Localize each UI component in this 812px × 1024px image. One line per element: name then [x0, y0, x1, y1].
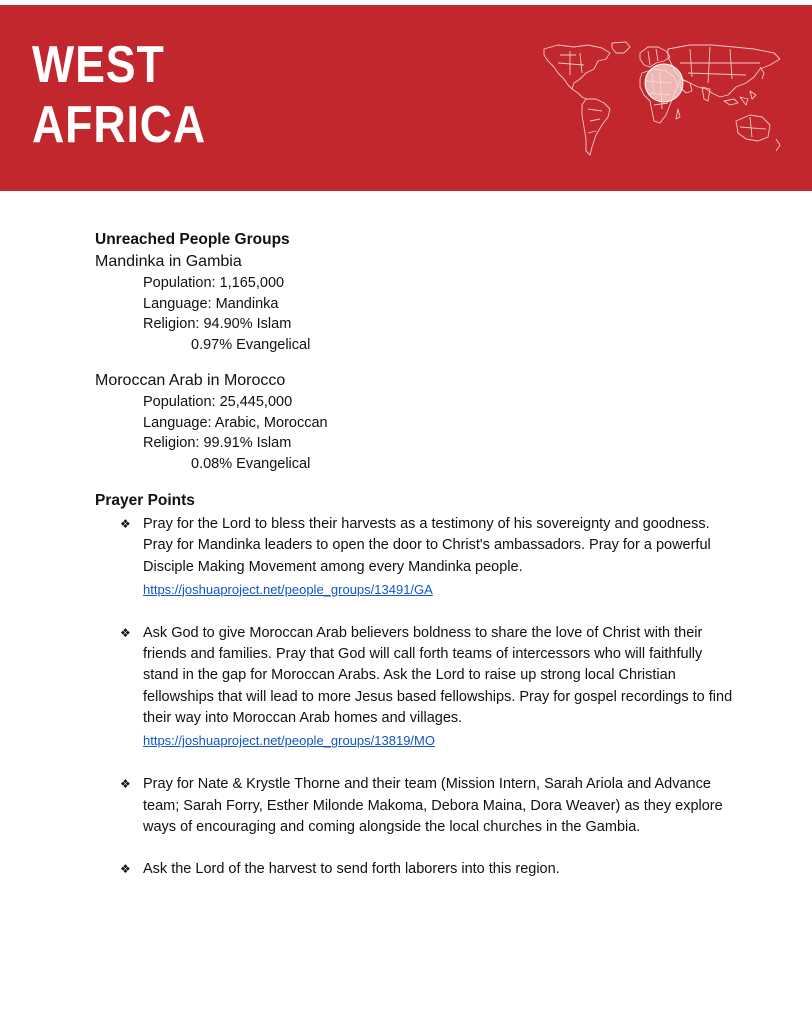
joshua-project-link[interactable]: https://joshuaproject.net/people_groups/13491/GA: [143, 581, 433, 597]
prayer-item: [95, 859, 735, 880]
group-religion: Religion: 94.90% Islam: [143, 316, 292, 332]
prayer-text: Ask God to give Moroccan Arab believers boldness to share the love of Christ with their friends and families. Pray that God will call forth teams of intercessors who will faithfully stand in the gap for Moroccan Arabs. Ask the Lord to raise up strong local Christian fellowships that will lead to more Jesus based fellowships. Pray for gospel recordings to find their way into Moroccan Arab homes and villages.: [143, 624, 733, 727]
group-name: Moroccan Arab in Morocco: [95, 372, 286, 389]
group-evangelical: 0.08% Evangelical: [191, 455, 311, 472]
group-language: Language: Arabic, Moroccan: [143, 414, 328, 431]
joshua-project-link[interactable]: https://joshuaproject.net/people_groups/13819/MO: [143, 733, 435, 749]
diamond-bullet-icon: ❖: [120, 625, 131, 640]
group-population: Population: 25,445,000: [143, 394, 293, 410]
prayer-text: Pray for Nate & Krystle Thorne and their team (Mission Intern, Sarah Ariola and Advance team; Sarah Forry, Esther Milonde Makoma, Debora Maina, Dora Weaver) as they explore ways of encouraging and coming alongside the local churches in the Gambia.: [143, 776, 723, 835]
diamond-bullet-icon: ❖: [120, 517, 131, 531]
prayer-text: Ask the Lord of the harvest to send forth laborers into this region.: [143, 861, 560, 878]
diamond-bullet-icon: ❖: [120, 862, 131, 877]
banner-title-line1: WEST: [32, 36, 165, 94]
group-religion: Religion: 99.91% Islam: [143, 435, 292, 451]
prayer-item: [95, 623, 735, 753]
prayer-list: [95, 514, 735, 881]
prayer-heading: Prayer Points: [95, 492, 195, 509]
group-language: Language: Mandinka: [143, 295, 279, 312]
people-group-moroccan-arab: [95, 370, 735, 474]
diamond-bullet-icon: ❖: [120, 777, 131, 792]
main-content: [95, 229, 735, 902]
prayer-item: [95, 774, 735, 838]
header-banner: [0, 5, 812, 191]
upg-heading: Unreached People Groups: [95, 231, 290, 248]
group-evangelical: 0.97% Evangelical: [191, 336, 311, 353]
banner-title: [32, 35, 206, 155]
group-name: Mandinka in Gambia: [95, 253, 242, 270]
people-group-mandinka: [95, 251, 735, 355]
banner-title-line2: AFRICA: [32, 96, 207, 154]
prayer-item: [95, 514, 735, 602]
world-map-icon: [540, 39, 785, 161]
prayer-text: Pray for the Lord to bless their harvests as a testimony of his sovereignty and goodness. Pray for Mandinka leaders to open the door to Christ's ambassadors. Pray for a powerful Disciple Making Movement among every Mandinka people.: [143, 516, 711, 575]
group-population: Population: 1,165,000: [143, 275, 285, 291]
